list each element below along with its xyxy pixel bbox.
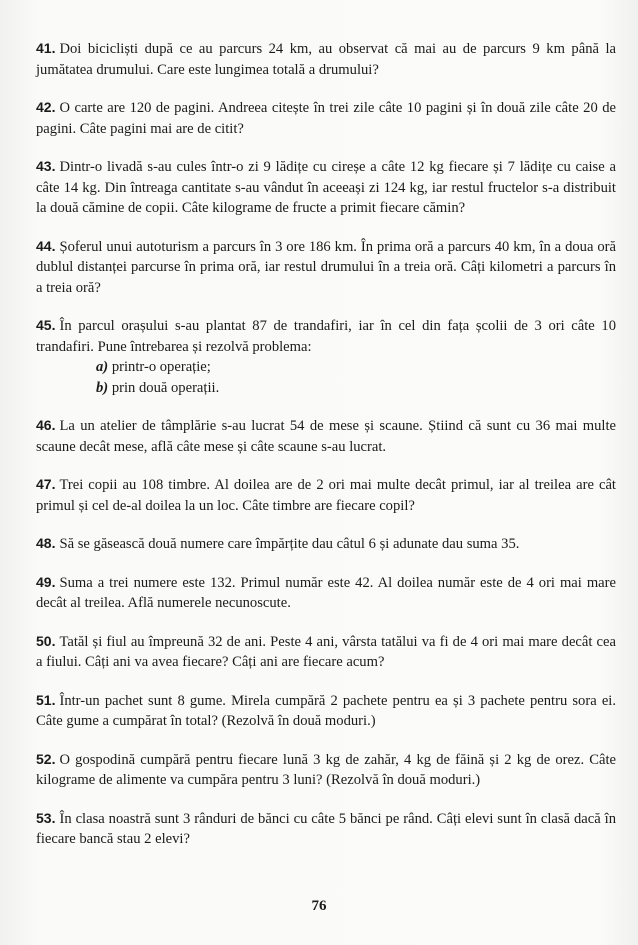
option-a <box>36 357 616 378</box>
problem-text: Tatăl și fiul au împreună 32 de ani. Peste 4 ani, vârsta tatălui va fi de 4 ori mai mare decât cea a fiului. Câți ani va avea fiecare? Câți ani are fiecare acum? <box>36 633 616 670</box>
problem-51 <box>36 690 616 732</box>
problem-49 <box>36 572 616 614</box>
problem-number: 49. <box>36 573 56 590</box>
problem-42 <box>36 97 616 139</box>
option-text: printr-o operație; <box>111 359 211 375</box>
problem-list <box>36 38 616 867</box>
problem-text: În parcul orașului s-au plantat 87 de trandafiri, iar în cel din fața școlii de 3 ori câte 10 trandafiri. Pune întrebarea și rezolvă problema: <box>36 318 616 355</box>
problem-text: O gospodină cumpără pentru fiecare lună 3 kg de zahăr, 4 kg de făină și 2 kg de orez. Câte kilograme de alimente va cumpăra pentru 3 luni? (Rezolvă în două moduri.) <box>36 751 616 788</box>
problem-text: La un atelier de tâmplărie s-au lucrat 54 de mese și scaune. Știind că sunt cu 36 mai multe scaune decât mese, află câte mese și câte scaune s-au lucrat. <box>36 418 616 455</box>
problem-number: 51. <box>36 691 56 708</box>
problem-number: 50. <box>36 632 56 649</box>
problem-43 <box>36 156 616 219</box>
problem-text: Într-un pachet sunt 8 gume. Mirela cumpără 2 pachete pentru ea și 3 pachete pentru sora ei. Câte gume a cumpărat în total? (Rezolvă în două moduri.) <box>36 692 616 729</box>
option-label: b) <box>96 379 109 396</box>
problem-number: 48. <box>36 535 56 551</box>
problem-number: 44. <box>36 237 56 254</box>
problem-45 <box>36 315 616 398</box>
problem-text: Doi bicicliști după ce au parcurs 24 km, au observat că mai au de parcurs 9 km până la jumătatea drumului. Care este lungimea totală a drumului? <box>36 41 616 78</box>
option-label: a) <box>96 359 109 375</box>
problem-text: Suma a trei numere este 132. Primul număr este 42. Al doilea număr este de 4 ori mai mare decât al treilea. Află numerele necunoscute. <box>36 574 616 611</box>
problem-text: Șoferul unui autoturism a parcurs în 3 ore 186 km. În prima oră a parcurs 40 km, în a doua oră dublul distanței parcurse în prima oră, iar restul drumului în a treia oră. Câți kilometri a parcurs în a treia oră? <box>36 238 616 296</box>
problem-number: 46. <box>36 417 56 433</box>
problem-52 <box>36 749 616 791</box>
problem-text: Să se găsească două numere care împărțite dau câtul 6 și adunate dau suma 35. <box>59 536 520 552</box>
problem-50 <box>36 631 616 673</box>
page-number: 76 <box>311 898 327 914</box>
problem-number: 41. <box>36 40 56 56</box>
option-text: prin două operații. <box>111 379 220 396</box>
problem-number: 45. <box>36 317 56 333</box>
problem-number: 42. <box>36 99 56 115</box>
problem-number: 53. <box>36 809 56 826</box>
problem-text: Trei copii au 108 timbre. Al doilea are de 2 ori mai multe decât primul, iar al treilea are cât primul și cel de-al doilea la un loc. Câte timbre are fiecare copil? <box>36 477 616 514</box>
problem-text: Dintr-o livadă s-au cules într-o zi 9 lădițe cu cireșe a câte 12 kg fiecare și 7 lădițe cu caise a câte 14 kg. Din întreaga cantitate s-au vândut în aceeași zi 124 kg, iar restul fructelor s-a distribuit la două cămine de copii. Câte kilograme de fructe a primit fiecare cămin? <box>36 159 616 216</box>
problem-number: 47. <box>36 476 56 492</box>
problem-number: 52. <box>36 750 56 767</box>
problem-41 <box>36 38 616 80</box>
problem-46 <box>36 415 616 457</box>
problem-number: 43. <box>36 158 56 174</box>
problem-text: O carte are 120 de pagini. Andreea citește în trei zile câte 10 pagini și în două zile câte 20 de pagini. Câte pagini mai are de citit? <box>36 100 616 137</box>
problem-53 <box>36 808 616 850</box>
problem-47 <box>36 474 616 516</box>
problem-text: În clasa noastră sunt 3 rânduri de bănci cu câte 5 bănci pe rând. Câți elevi sunt în clasă dacă în fiecare bancă stau 2 elevi? <box>36 810 616 847</box>
problem-44 <box>36 236 616 299</box>
problem-48 <box>36 533 616 555</box>
option-b <box>36 378 616 399</box>
